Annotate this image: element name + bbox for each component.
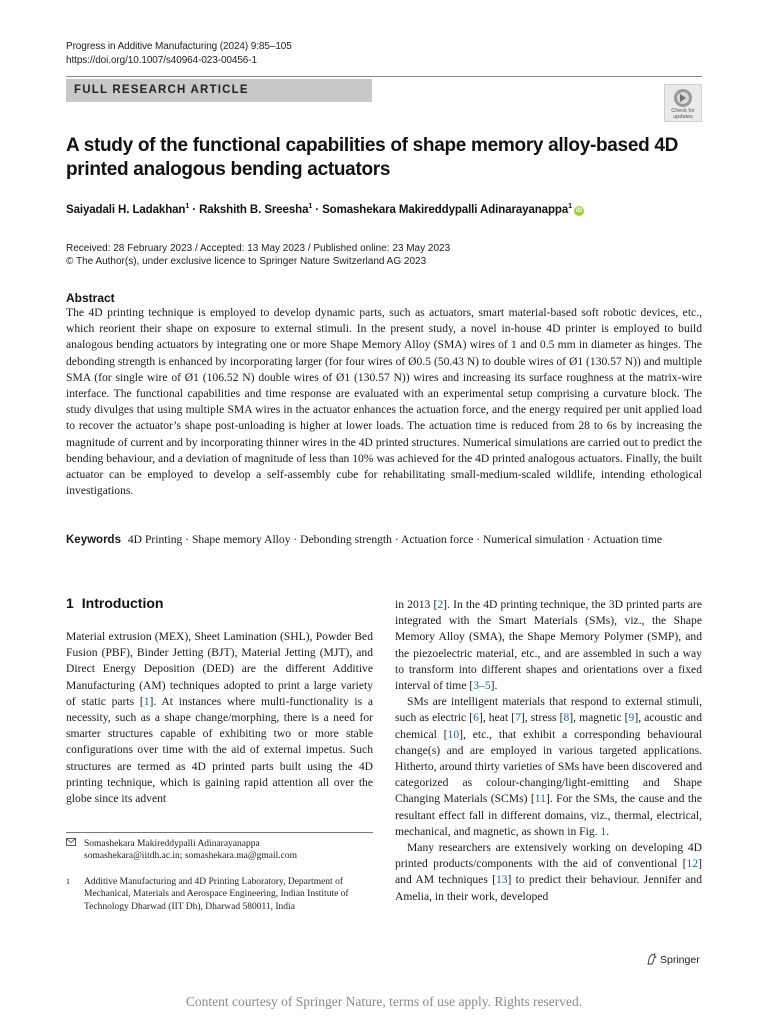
corresponding-author-footnote [66, 838, 373, 863]
check-for-updates-badge[interactable] [664, 84, 702, 122]
author-separator: · [312, 203, 323, 216]
header-divider [66, 76, 702, 77]
reference-link[interactable]: 7 [515, 711, 521, 725]
author-affiliation-mark: 1 [308, 203, 313, 210]
paragraph [395, 840, 702, 905]
body-text: Many researchers are extensively working on developing 4D printed products/components with the aid of conventional [ [395, 841, 702, 871]
body-text: . [606, 824, 610, 838]
reference-link[interactable]: 13 [495, 873, 508, 887]
author-name[interactable]: Rakshith B. Sreesha [199, 203, 309, 216]
reference-link[interactable]: 6 [473, 711, 479, 725]
footnote-divider [66, 832, 373, 833]
orcid-icon[interactable]: iD [574, 206, 584, 216]
paragraph [395, 597, 702, 694]
keywords-label: Keywords [66, 534, 121, 546]
reference-link[interactable]: 3–5 [473, 679, 491, 693]
body-text: SMs are intelligent materials that respond to external stimuli, such as electric [ [395, 695, 702, 725]
reference-link[interactable]: 2 [437, 598, 444, 611]
abstract-text: The 4D printing technique is employed to develop dynamic parts, such as actuators, smart material-based soft robotic devices, etc., which reorient their shape on exposure to external stimuli. In the present study, a novel in-house 4D printer is employed to build analogous bending actuators by integrating one or more Shape Memory Alloy (SMA) wires of 1 and 0.5 mm in diameter as hinges. The debonding strength is enhanced by incorporating larger (for four wires of Ø0.5 (50.43 N) to double wires of Ø1 (130.57 N)) and multiple SMA (for single wire of Ø1 (106.52 N) double wires of Ø1 (130.57 N)) wires and increasing its surface roughness at the matrix-wire interface. The functional capabilities and time response are evaluated with an experimental setup comprising a curvature block. The study divulges that using multiple SMA wires in the actuator enhances the actuation force, and the energy required per unit applied load to recover the actuator’s shape post-unloading is higher at lower loads. The actuation time is reduced from 28 to 6s by increasing the magnitude of current and by incorporating thinner wires in the 4D printed structures. Numerical simulations are carried out to predict the bending behaviour, and a deviation of magnitude of less than 10% was achieved for the 4D printed analogous actuators. Finally, the built actuator can be employed to develop a self-assembly cube for rehabilitating small-medium-scaled wildlife, intending ethological investigations. [66, 306, 702, 498]
dates-line: Received: 28 February 2023 / Accepted: 13 May 2023 / Published online: 23 May 2023 [66, 243, 451, 254]
check-updates-label: Check for updates [671, 108, 695, 120]
corresponding-author-name: Somashekara Makireddypalli Adinarayanappa [84, 839, 260, 849]
body-text: ]. [490, 679, 498, 693]
paragraph [395, 694, 702, 840]
author-list [66, 203, 584, 216]
body-text: ], heat [ [478, 711, 516, 725]
section-number: 1 [66, 595, 74, 611]
body-text: ] and AM techniques [ [395, 857, 702, 887]
envelope-icon [66, 838, 80, 850]
author-name[interactable]: Saiyadali H. Ladakhan [66, 203, 186, 216]
body-text: ]. At instances where multi-functionality is a necessity, such as a shape change/morphing, there is a need for smarter structures capable of exhibiting two or more stable configurations over time with the aid of external impetus. Such structures are termed as 4D printed parts built using the 4D printing technique, which is gaining rapid attention all over the globe since its advent [66, 694, 373, 806]
reference-link[interactable]: 1 [143, 694, 150, 708]
reference-link[interactable]: 8 [563, 711, 570, 725]
body-text: ] to predict their behaviour. Jennifer and Amelia, in their work, developed [395, 873, 702, 903]
author-separator: · [189, 203, 200, 216]
check-updates-icon [673, 88, 693, 108]
publisher-logo [646, 953, 700, 966]
section-title: Introduction [81, 595, 164, 611]
doi-link[interactable]: https://doi.org/10.1007/s40964-023-00456-1 [66, 55, 257, 66]
reference-link[interactable]: 1 [600, 824, 607, 838]
body-text: ], magnetic [ [569, 711, 629, 725]
springer-horse-icon [646, 953, 658, 965]
body-text: ]. For the SMs, the cause and the resultant effect fall in different domains, viz., thermal, electrical, mechanical, and magnetic, as shown in Fig. [395, 792, 702, 838]
left-column [66, 629, 373, 807]
author-affiliation-mark: 1 [568, 203, 572, 210]
author-affiliation-mark: 1 [185, 203, 190, 210]
corresponding-author-email[interactable]: somashekara@iitdh.ac.in; somashekara.ma@gmail.com [84, 851, 297, 862]
affiliation-mark: 1 [66, 877, 70, 886]
author-name[interactable]: Somashekara Makireddypalli Adinarayanappa [322, 203, 569, 216]
body-text: ], etc., that exhibit a corresponding behavioural change(s) and are employed in various targeted applications. Hitherto, around thirty varieties of SMs have been discovered and categorized as colour-changing/light-emitting and Shape Changing Materials (SCMs) [ [395, 727, 702, 806]
reference-link[interactable]: 10 [447, 727, 460, 741]
reference-link[interactable]: 12 [686, 857, 699, 871]
publication-dates [66, 242, 450, 268]
right-column [395, 597, 702, 905]
body-text: ], acoustic and chemical [ [395, 711, 703, 741]
abstract-heading: Abstract [66, 291, 115, 305]
reference-link[interactable]: 11 [534, 792, 546, 806]
article-type-banner: FULL RESEARCH ARTICLE [66, 79, 372, 102]
reference-link[interactable]: 9 [628, 711, 635, 725]
section-heading [66, 595, 163, 611]
body-text: ], stress [ [520, 711, 564, 725]
journal-citation: Progress in Additive Manufacturing (2024) 9:85–105 [66, 41, 292, 52]
body-text: Material extrusion (MEX), Sheet Lamination (SHL), Powder Bed Fusion (PBF), Binder Jetting (BJT), Material Jetting (MJT), and Direct Energy Deposition (DED) are the different Additive Manufacturing (AM) techniques adopted to print a large variety of static parts [ [66, 630, 373, 708]
body-text: ]. In the 4D printing technique, the 3D printed parts are integrated with the Smart Materials (SMs), viz., the Shape Memory Alloy (SMA), the Shape Memory Polymer (SMP), and the piezoelectric material, etc., and are assembled in such a way to transform into different shapes and orientations over a fixed interval of time [ [395, 598, 702, 693]
copyright-line: © The Author(s), under exclusive licence to Springer Nature Switzerland AG 2023 [66, 256, 427, 267]
courtesy-watermark: Content courtesy of Springer Nature, terms of use apply. Rights reserved. [185, 994, 583, 1009]
keywords [66, 532, 702, 548]
affiliation-footnote [66, 876, 373, 913]
keywords-list: 4D Printing · Shape memory Alloy · Debonding strength · Actuation force · Numerical simulation · Actuation time [127, 533, 663, 546]
paragraph [66, 629, 373, 807]
publisher-name: Springer [660, 954, 700, 966]
affiliation-text: Additive Manufacturing and 4D Printing Laboratory, Department of Mechanical, Materials and Aerospace Engineering, Indian Institute of Technology Dharwad (IIT Dh), Dharwad 580011, India [84, 877, 349, 912]
body-text: in 2013 [ [395, 598, 438, 611]
article-title: A study of the functional capabilities of shape memory alloy-based 4D printed analogous bending actuators [66, 135, 679, 180]
